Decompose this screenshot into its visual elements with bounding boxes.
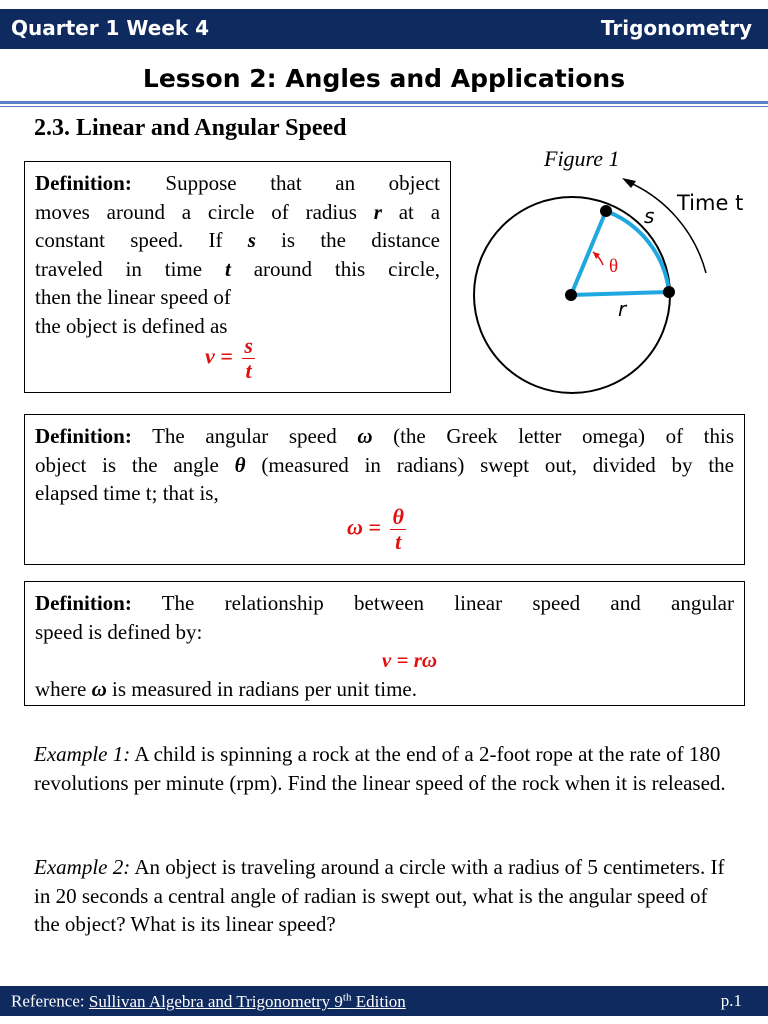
- def1-line3: constant speed. If s is the distance: [35, 228, 440, 252]
- theta-label: θ: [609, 256, 619, 277]
- def3-line4: where ω is measured in radians per unit time.: [35, 676, 418, 701]
- header-bar: [0, 9, 768, 49]
- linear-speed-equation: v = $\frac{s}{t}$: [205, 333, 253, 383]
- radius-line-upper: [571, 211, 606, 295]
- def1-line5: then the linear speed of: [35, 285, 231, 309]
- arc-endpoint-lower: [663, 286, 675, 298]
- def1-line1: Definition: Suppose that an object: [35, 171, 440, 195]
- def3-line2: speed is defined by:: [35, 619, 203, 644]
- figure-circle-diagram: [440, 140, 760, 400]
- divider-thin: [0, 106, 768, 107]
- s-label: s: [644, 204, 655, 228]
- radius-line-lower: [571, 292, 669, 295]
- def1-line6: the object is defined as: [35, 313, 228, 338]
- footer-bar: [0, 986, 768, 1016]
- relationship-equation: v = rω: [381, 648, 438, 672]
- example-2-label: Example 2:: [34, 855, 131, 879]
- time-arrowhead: [622, 178, 636, 188]
- def3-line1: Definition: The relationship between linear speed and angular: [35, 591, 734, 615]
- header-subject: Trigonometry: [600, 16, 752, 40]
- example-2: [34, 853, 734, 939]
- arc-endpoint-upper: [600, 205, 612, 217]
- reference-link[interactable]: Sullivan Algebra and Trigonometry 9th Edition: [88, 991, 406, 1011]
- page-number: p.1: [720, 991, 742, 1010]
- footer-reference: Reference: Sullivan Algebra and Trigonometry 9th Edition: [11, 991, 406, 1011]
- angular-speed-equation: ω = $\frac{\theta}{t}$: [347, 504, 404, 554]
- lesson-title: Lesson 2: Angles and Applications: [142, 64, 626, 93]
- def1-line2: moves around a circle of radius r at a: [35, 199, 441, 224]
- time-label: Time t: [677, 191, 744, 215]
- figure-caption: Figure 1: [544, 146, 620, 171]
- section-title: 2.3. Linear and Angular Speed: [34, 115, 347, 141]
- divider-thick: [0, 101, 768, 104]
- def1-label: Definition:: [35, 171, 132, 195]
- def2-line2: object is the angle θ (measured in radians) swept out, divided by the: [35, 452, 735, 477]
- def1-line4: traveled in time t around this circle,: [35, 256, 440, 281]
- example-2-text: An object is traveling around a circle with a radius of 5 centimeters. If in 20 seconds a central angle of radian is swept out, what is the angular speed of the object? What is its linear speed?: [34, 855, 725, 936]
- example-1: [34, 740, 734, 797]
- header-week: Quarter 1 Week 4: [11, 16, 210, 40]
- def2-line3: elapsed time t; that is,: [35, 481, 219, 505]
- definition-relationship-box: [24, 581, 745, 706]
- example-1-text: A child is spinning a rock at the end of a 2-foot rope at the rate of 180 revolutions per minute (rpm). Find the linear speed of the rock when it is released.: [34, 742, 726, 795]
- def2-line1: Definition: The angular speed ω (the Greek letter omega) of this: [35, 424, 735, 448]
- r-label: r: [618, 297, 627, 321]
- center-point: [565, 289, 577, 301]
- example-1-label: Example 1:: [34, 742, 131, 766]
